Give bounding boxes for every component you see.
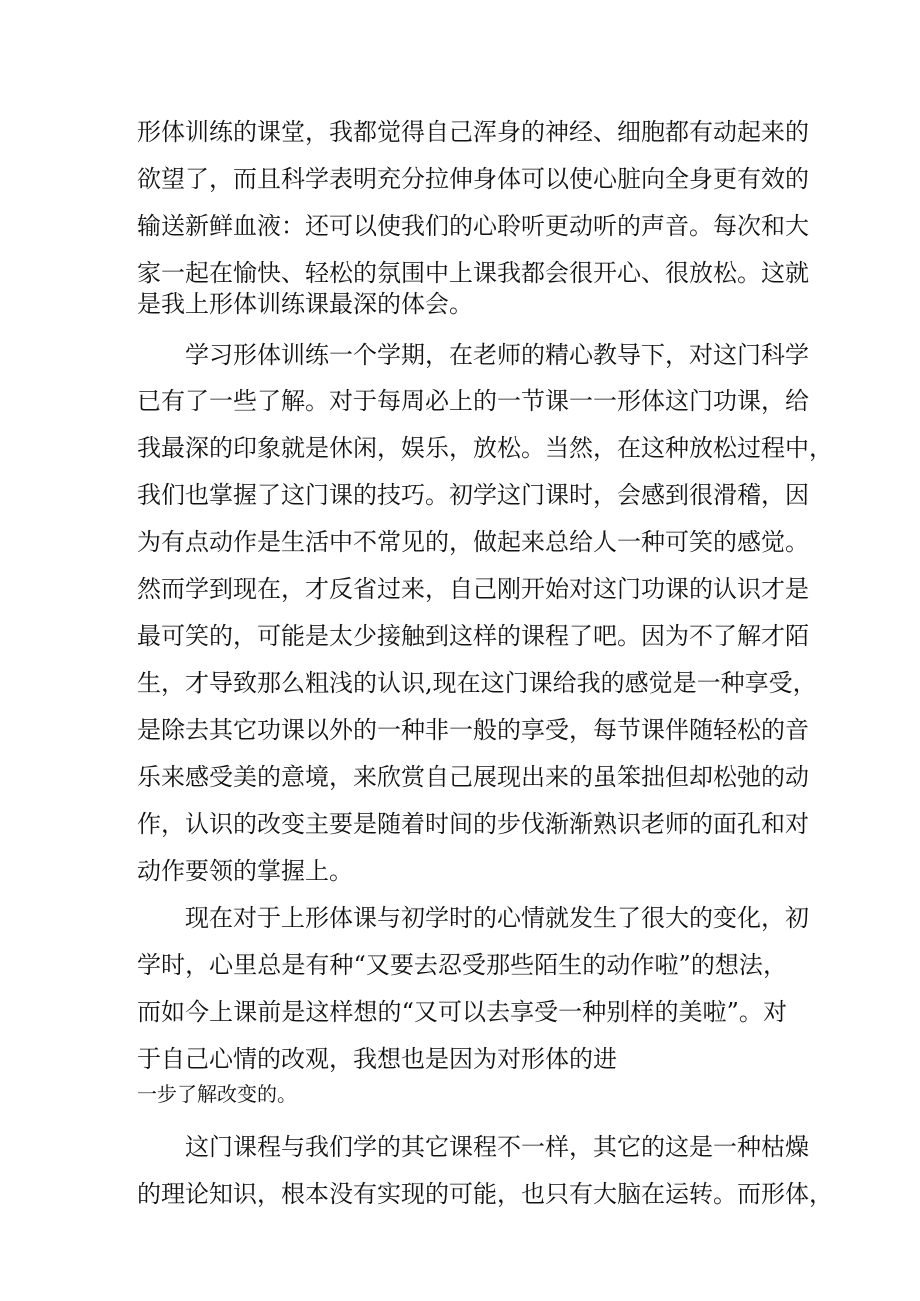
text-line: 动作要领的掌握上。 [137,857,353,885]
text-line: 而如今上课前是这样想的“又可以去享受一种别样的美啦”。对 [137,998,787,1026]
text-line: 然而学到现在，才反省过来，自己刚开始对这门功课的认识才是 [137,575,809,603]
text-line: 为有点动作是生活中不常见的，做起来总给人一种可笑的感觉。 [137,528,809,556]
text-line: 这门课程与我们学的其它课程不一样，其它的这是一种枯燥 [185,1133,809,1161]
text-line: 家一起在愉快、轻松的氛围中上课我都会很开心、很放松。这就 [137,259,809,287]
text-line: 是我上形体训练课最深的体会。 [137,290,473,318]
text-line: 学习形体训练一个学期，在老师的精心教导下，对这门科学 [185,341,809,369]
text-line: 现在对于上形体课与初学时的心情就发生了很大的变化，初 [185,904,809,932]
text-line: 的理论知识，根本没有实现的可能，也只有大脑在运转。而形体， [137,1180,833,1208]
text-line: 乐来感受美的意境，来欣赏自己展现出来的虽笨拙但却松弛的动 [137,763,809,791]
text-line: 已有了一些了解。对于每周必上的一节课一一形体这门功课，给 [137,387,809,415]
text-line: 我们也掌握了这门课的技巧。初学这门课时，会感到很滑稽，因 [137,481,809,509]
text-line: 欲望了，而且科学表明充分拉伸身体可以使心脏向全身更有效的 [137,165,809,193]
text-line: 生，才导致那么粗浅的认识,现在这门课给我的感觉是一种享受， [137,669,817,697]
text-line: 作，认识的改变主要是随着时间的步伐渐渐熟识老师的面孔和对 [137,810,809,838]
text-line: 输送新鲜血液：还可以使我们的心聆听更动听的声音。每次和大 [137,212,809,240]
text-line: 学时，心里总是有种“又要去忍受那些陌生的动作啦”的想法， [137,951,787,979]
text-line: 我最深的印象就是休闲，娱乐，放松。当然，在这种放松过程中， [137,434,833,462]
text-line: 最可笑的，可能是太少接触到这样的课程了吧。因为不了解才陌 [137,622,809,650]
text-line: 于自己心情的改观，我想也是因为对形体的进 [137,1045,617,1073]
text-line: 形体训练的课堂，我都觉得自己浑身的神经、细胞都有动起来的 [137,118,809,146]
text-line: 一步了解改变的。 [137,1082,297,1106]
text-line: 是除去其它功课以外的一种非一般的享受，每节课伴随轻松的音 [137,716,809,744]
